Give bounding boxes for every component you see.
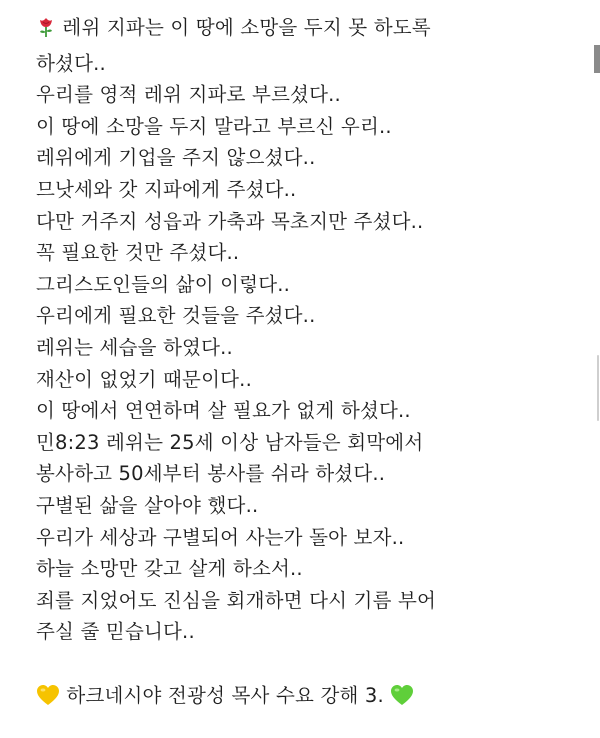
signature-text: 하크네시야 전광성 목사 수요 강해 3. — [66, 683, 384, 707]
blank-line — [36, 648, 582, 680]
signature-line — [36, 680, 582, 716]
rose-icon — [36, 16, 56, 48]
note-line: 재산이 없었기 때문이다.. — [36, 367, 252, 391]
note-line — [36, 12, 582, 48]
note-line: 이 땅에서 연연하며 살 필요가 없게 하셨다.. — [36, 399, 411, 423]
yellow-heart-icon — [36, 684, 60, 716]
note-line: 하늘 소망만 갖고 살게 하소서.. — [36, 557, 303, 581]
note-body — [36, 12, 582, 715]
note-line: 그리스도인들의 삶이 이렇다.. — [36, 272, 291, 296]
note-line: 우리가 세상과 구별되어 사는가 돌아 보자.. — [36, 525, 405, 549]
note-line: 이 땅에 소망을 두지 말라고 부르신 우리.. — [36, 114, 392, 138]
note-line: 꼭 필요한 것만 주셨다.. — [36, 241, 240, 265]
note-text: 레위 지파는 이 땅에 소망을 두지 못 하도록 — [62, 16, 431, 39]
note-line: 봉사하고 50세부터 봉사를 쉬라 하셨다.. — [36, 462, 386, 486]
note-line: 레위에게 기업을 주지 않으셨다.. — [36, 146, 316, 170]
note-line: 죄를 지었어도 진심을 회개하면 다시 기름 부어 — [36, 588, 437, 612]
note-line: 민8:23 레위는 25세 이상 남자들은 회막에서 — [36, 430, 424, 454]
note-line: 구별된 삶을 살아야 했다.. — [36, 493, 259, 517]
green-heart-icon — [390, 684, 414, 716]
side-tab-indicator — [594, 45, 600, 73]
note-line: 레위는 세습을 하였다.. — [36, 335, 233, 359]
note-line: 하셨다.. — [36, 51, 106, 75]
note-line: 주실 줄 믿습니다.. — [36, 620, 195, 644]
note-line: 므낫세와 갓 지파에게 주셨다.. — [36, 177, 297, 201]
note-line: 우리를 영적 레위 지파로 부르셨다.. — [36, 83, 341, 107]
note-line: 우리에게 필요한 것들을 주셨다.. — [36, 304, 316, 328]
note-line: 다만 거주지 성읍과 가축과 목초지만 주셨다.. — [36, 209, 424, 233]
scrollbar-thumb[interactable] — [597, 355, 599, 421]
